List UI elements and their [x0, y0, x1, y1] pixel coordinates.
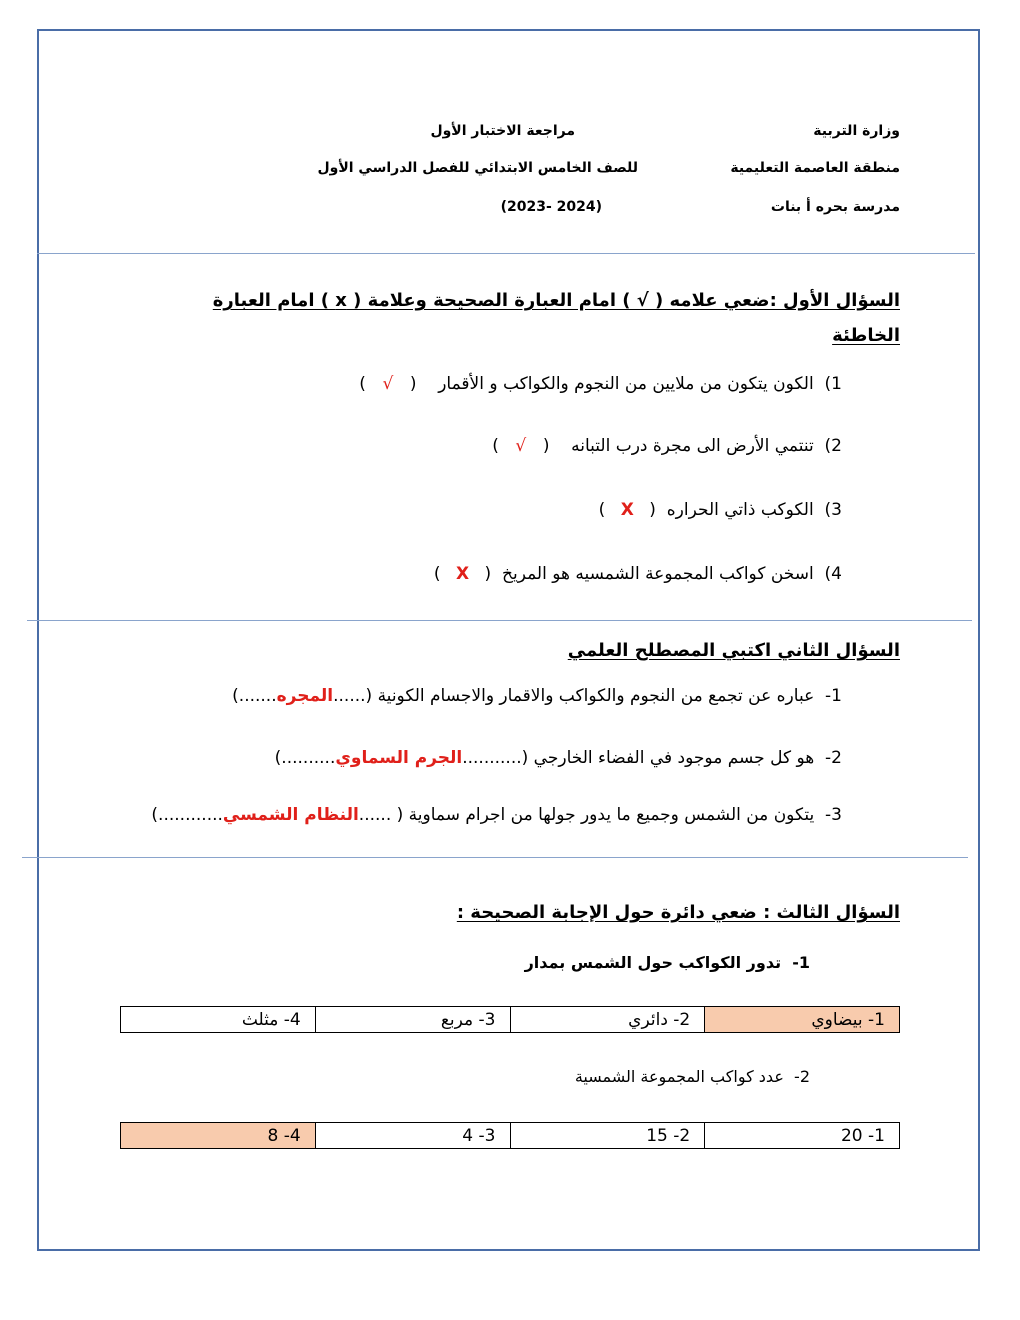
q1-item-3: 3) الكوكب ذاتي الحراره (X) [598, 500, 842, 520]
region-label: منطقة العاصمة التعليمية [730, 160, 900, 176]
q2-item-2: 2- هو كل جسم موجود في الفضاء الخارجي (...........الجرم السماوي..........) [274, 748, 842, 768]
q1-item-4: 4) اسخن كواكب المجموعة الشمسيه هو المريخ (X) [433, 564, 842, 584]
option-cell[interactable]: 2- دائري [510, 1007, 705, 1033]
cross-mark-icon: X [455, 564, 470, 584]
answer-text: الجرم السماوي [335, 748, 463, 768]
q2-item-1: 1- عباره عن تجمع من النجوم والكواكب والاقمار والاجسام الكونية (......المجره.......) [232, 686, 842, 706]
q3-options-table-2 [120, 1122, 900, 1149]
answer-text: المجره [276, 686, 334, 706]
divider [22, 857, 968, 858]
ministry-label: وزارة التربية [813, 123, 900, 139]
q3-question-2: 2- عدد كواكب المجموعة الشمسية [574, 1067, 810, 1086]
option-cell[interactable]: 4- مثلث [121, 1007, 316, 1033]
check-mark-icon: √ [515, 436, 527, 456]
option-cell[interactable]: 3- 4 [315, 1123, 510, 1149]
q3-options-table-1 [120, 1006, 900, 1033]
option-cell[interactable]: 3- مربع [315, 1007, 510, 1033]
answer-text: النظام الشمسي [222, 805, 359, 825]
divider [27, 620, 972, 621]
year-label: (2023- 2024) [500, 199, 602, 215]
q1-item-2: 2) تنتمي الأرض الى مجرة درب التبانه (√) [492, 436, 842, 456]
q3-title: السؤال الثالث : ضعي دائرة حول الإجابة الصحيحة : [456, 902, 900, 923]
divider [37, 253, 975, 254]
cross-mark-icon: X [620, 500, 634, 520]
q2-title: السؤال الثاني اكتبي المصطلح العلمي [567, 640, 900, 661]
q2-item-3: 3- يتكون من الشمس وجميع ما يدور جولها من اجرام سماوية ( ......النظام الشمسي............) [151, 805, 842, 825]
q1-item-1: 1) الكون يتكون من ملايين من النجوم والكواكب و الأقمار (√) [359, 374, 842, 394]
review-title: مراجعة الاختبار الأول [430, 123, 575, 139]
option-cell[interactable]: 4- 8 [121, 1123, 316, 1149]
check-mark-icon: √ [382, 374, 394, 394]
q1-title: السؤال الأول :ضعي علامه ( √ ) امام العبارة الصحيحة وعلامة ( x ) امام العبارة [212, 290, 900, 311]
option-cell[interactable]: 1- 20 [705, 1123, 900, 1149]
school-label: مدرسة بحره أ بنات [770, 199, 900, 215]
q3-question-1: 1- تدور الكواكب حول الشمس بمدار [524, 953, 810, 972]
option-cell[interactable]: 2- 15 [510, 1123, 705, 1149]
grade-label: للصف الخامس الابتدائي للفصل الدراسي الأول [317, 160, 638, 176]
option-cell[interactable]: 1- بيضاوي [705, 1007, 900, 1033]
q1-title-cont: الخاطئة [832, 325, 900, 346]
